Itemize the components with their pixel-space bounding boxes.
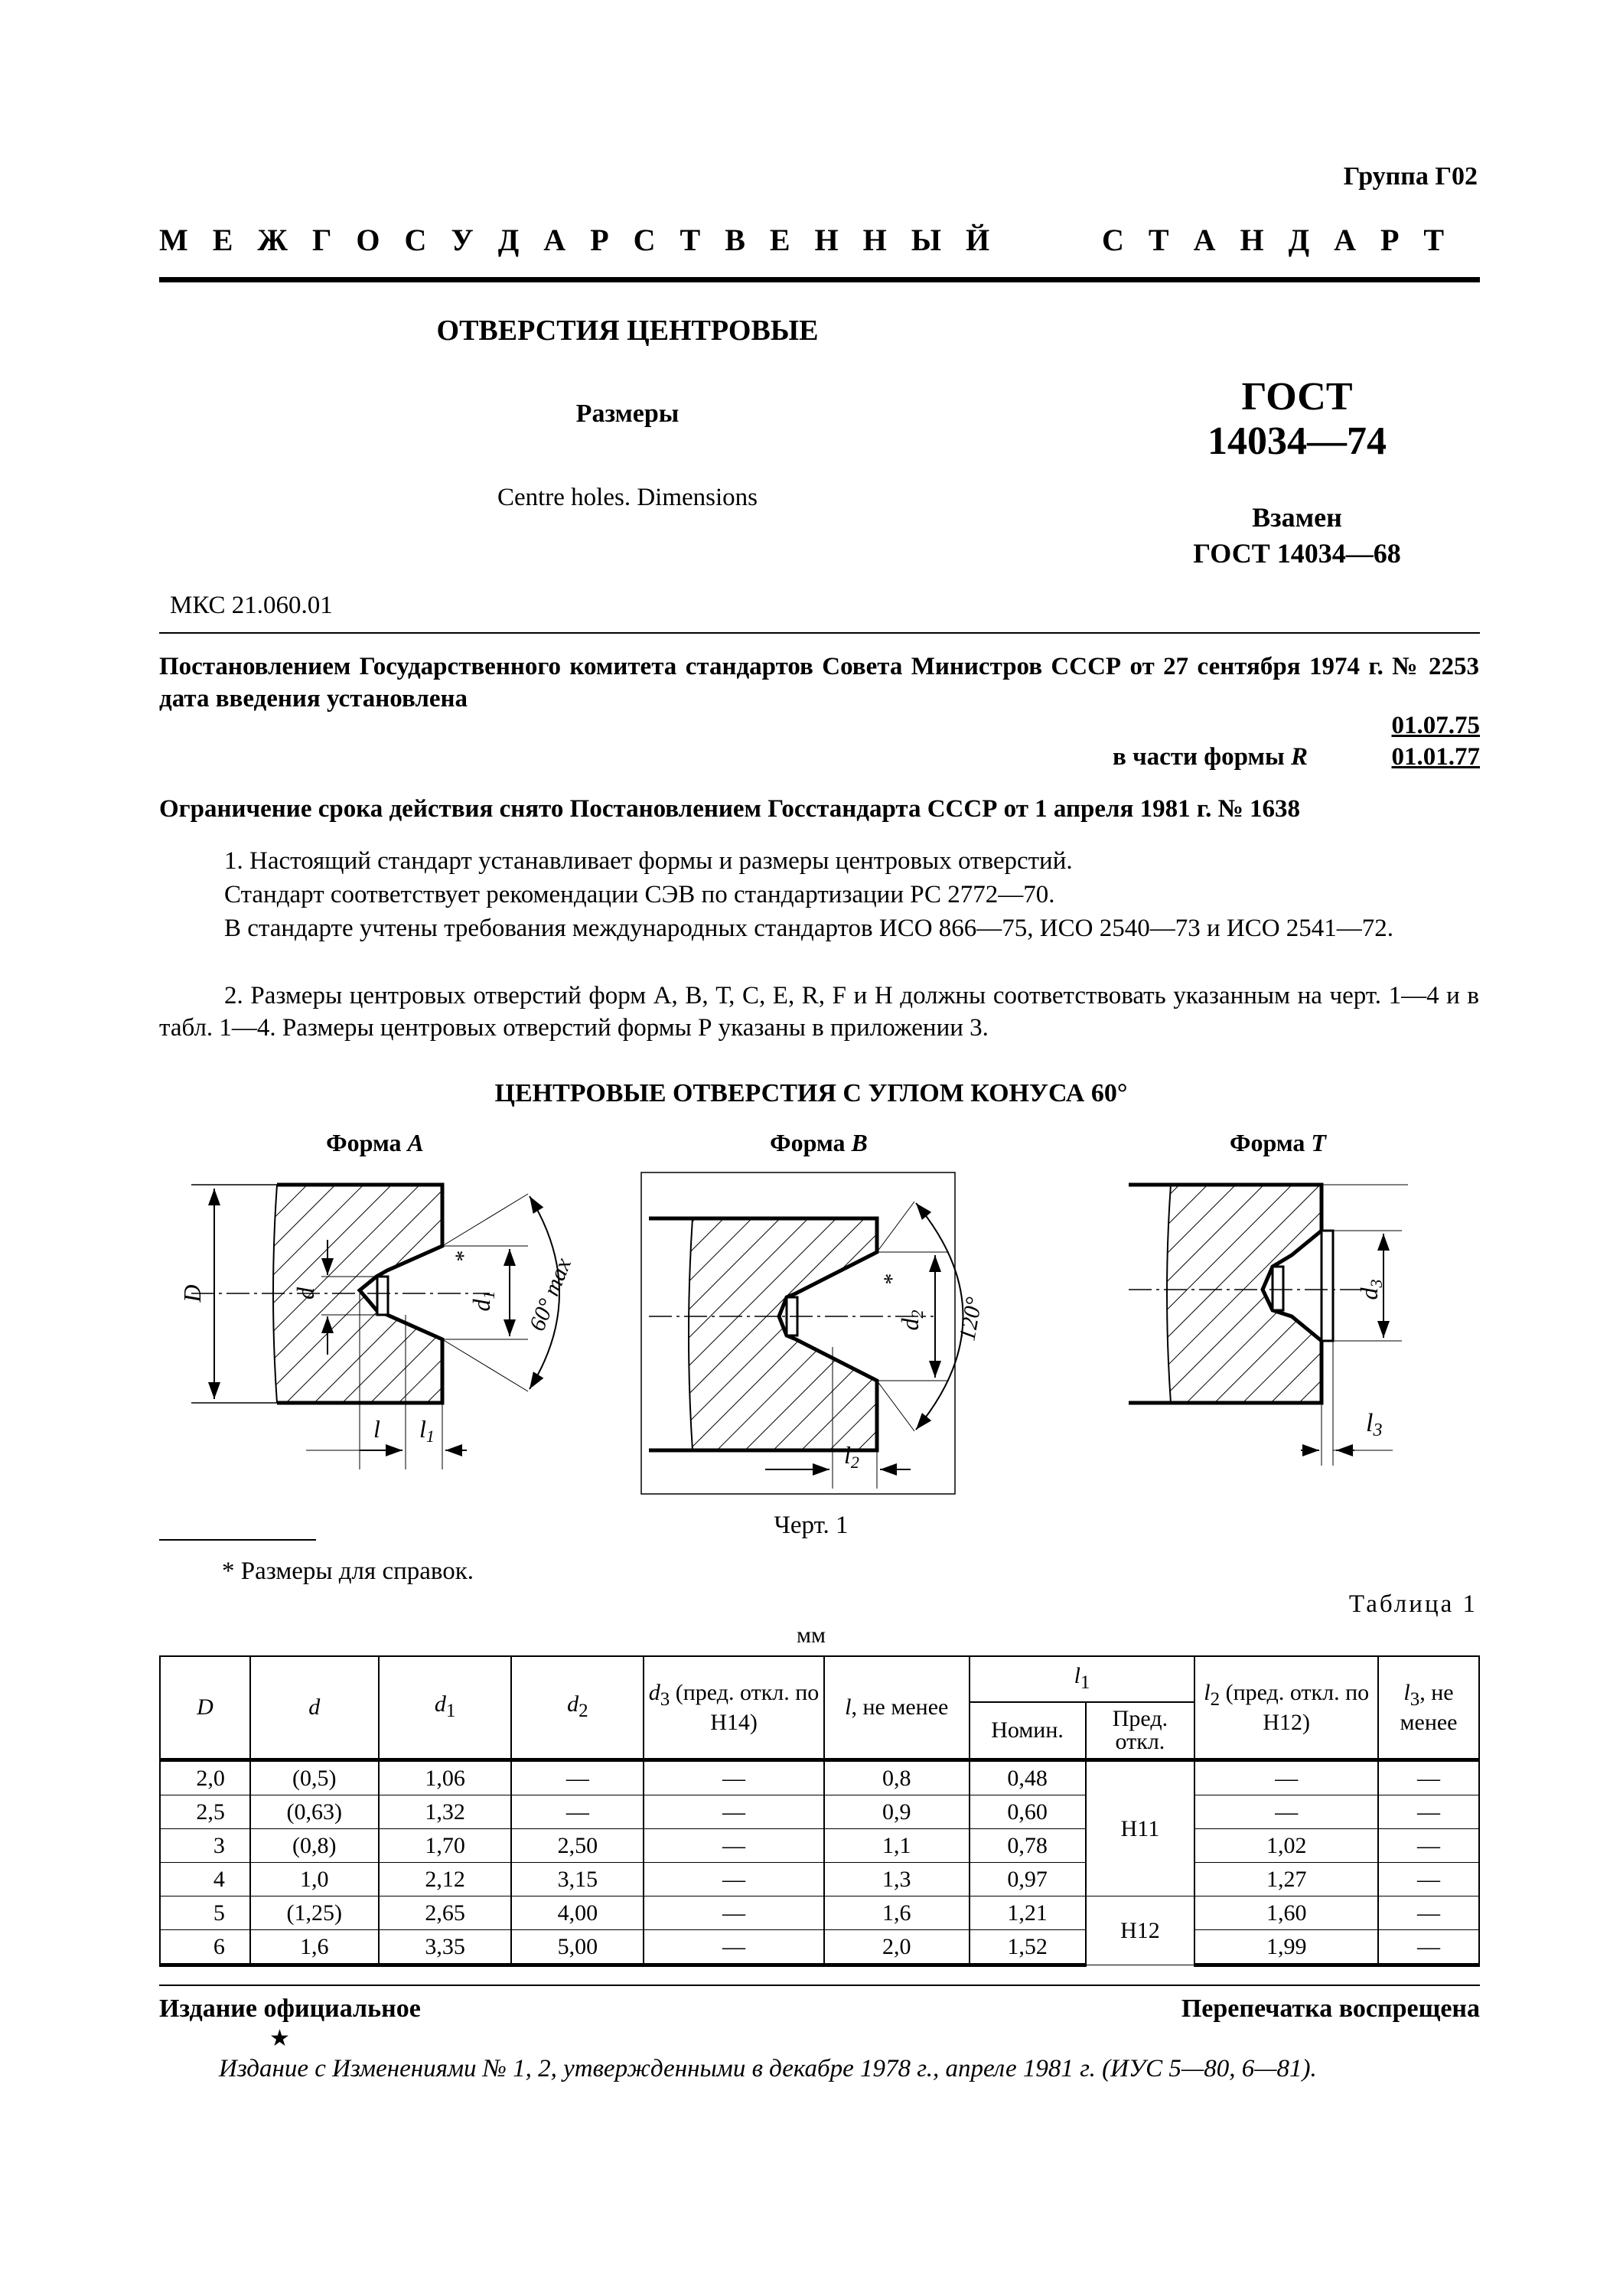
replaces-number: ГОСТ 14034—68 — [1193, 538, 1401, 569]
paragraph-1: 1. Настоящий стандарт устанавливает формы и размеры центровых отверстий. — [224, 847, 1073, 875]
tolerance-h12: Н12 — [1086, 1896, 1195, 1965]
form-r-note: в части формы R — [1113, 743, 1308, 771]
paragraph-3: В стандарте учтены требования международных стандартов ИСО 866—75, ИСО 2540—73 и ИСО 2541—72. — [224, 915, 1394, 942]
table-row: 3 (0,8) 1,70 2,50 — 1,1 0,78 1,02 — — [160, 1829, 1479, 1863]
footer-rule — [159, 1985, 1480, 1986]
label-angle-120: 120° — [954, 1295, 987, 1343]
label-d2: d2 — [896, 1309, 927, 1331]
col-D: D — [160, 1656, 250, 1760]
date-introduced: 01.07.75 — [1391, 712, 1480, 739]
label-D: D — [178, 1284, 206, 1303]
label-d: d — [292, 1287, 319, 1300]
table-row: 2,5 (0,63) 1,32 — — 0,9 0,60 — — — [160, 1795, 1479, 1829]
label-d2-star: * — [879, 1274, 904, 1286]
gost-number: 14034—74 — [1207, 419, 1387, 463]
form-b-drawing — [641, 1172, 987, 1494]
col-l2: $l_2$ (пред. откл. по Н12) — [1194, 1656, 1378, 1760]
table-1 — [159, 1655, 1480, 1967]
label-d1: d1 — [468, 1290, 498, 1312]
paragraph-2: Стандарт соответствует рекомендации СЭВ по стандартизации РС 2772—70. — [224, 881, 1055, 908]
section-title: ЦЕНТРОВЫЕ ОТВЕРСТИЯ С УГЛОМ КОНУСА 60° — [494, 1079, 1128, 1107]
label-d3: d3 — [1355, 1279, 1386, 1300]
interstate-label: М Е Ж Г О С У Д А Р С Т В Е Н Н Ы Й — [159, 223, 999, 257]
col-l1: $l_1$ — [970, 1656, 1195, 1702]
form-t-drawing — [1129, 1185, 1408, 1466]
label-d1-star: * — [451, 1251, 476, 1263]
form-a-drawing — [178, 1185, 576, 1469]
page-title: ОТВЕРСТИЯ ЦЕНТРОВЫЕ — [436, 315, 819, 347]
label-l: l — [373, 1415, 380, 1443]
tolerance-h11: Н11 — [1086, 1760, 1195, 1896]
table-row: 5 (1,25) 2,65 4,00 — 1,6 1,21 Н12 1,60 — — [160, 1896, 1479, 1930]
reprint-prohibited: Перепечатка воспрещена — [1181, 1994, 1480, 2023]
paragraph-4: 2. Размеры центровых отверстий форм А, В, Т, С, Е, R, F и Н должны соответствовать указанным на черт. 1—4 и в табл. 1—4. Размеры центровых отверстий формы Р указаны в приложении 3. — [159, 982, 1479, 1042]
figure-caption: Черт. 1 — [774, 1512, 849, 1539]
limitation-text: Ограничение срока действия снято Постановлением Госстандарта СССР от 1 апреля 1981 г. № 1638 — [159, 795, 1301, 823]
col-d3: $d_3$ (пред. откл. по Н14) — [644, 1656, 824, 1760]
table-row: 2,0 (0,5) 1,06 — — 0,8 0,48 Н11 — — — [160, 1760, 1479, 1795]
date-form-r: 01.01.77 — [1391, 743, 1480, 771]
gost-label: ГОСТ — [1241, 375, 1353, 419]
decree-text: Постановлением Государственного комитета стандартов Совета Министров СССР от 27 сентября 1974 г. № 2253 дата введения установлена — [159, 653, 1479, 713]
star-icon: ★ — [269, 2026, 290, 2051]
table-label: Таблица 1 — [1348, 1590, 1478, 1618]
table-row: 4 1,0 2,12 3,15 — 1,3 0,97 1,27 — — [160, 1863, 1479, 1896]
col-d: d — [250, 1656, 379, 1760]
label-l2: l2 — [844, 1441, 859, 1472]
form-a-title: Форма A — [326, 1129, 424, 1156]
table-row: 6 1,6 3,35 5,00 — 2,0 1,52 1,99 — — [160, 1930, 1479, 1965]
table-unit: мм — [797, 1623, 826, 1648]
standard-label: С Т А Н Д А Р Т — [1102, 223, 1453, 257]
page-subtitle: Размеры — [575, 400, 680, 428]
col-d1: $d_1$ — [379, 1656, 512, 1760]
col-l1-nomin: Номин. — [970, 1702, 1086, 1760]
footnote-rule — [159, 1539, 316, 1541]
english-title: Centre holes. Dimensions — [497, 484, 758, 511]
col-d2: $d_2$ — [511, 1656, 644, 1760]
mks-code: МКС 21.060.01 — [170, 592, 333, 619]
label-l3: l3 — [1366, 1409, 1383, 1440]
label-angle-60: 60° max — [524, 1254, 577, 1335]
official-edition: Издание официальное — [159, 1994, 421, 2023]
form-b-title: Форма B — [770, 1129, 868, 1156]
footnote: * Размеры для справок. — [222, 1557, 474, 1585]
form-t-title: Форма T — [1230, 1129, 1326, 1156]
replaces-label: Взамен — [1252, 502, 1342, 533]
col-l: l, не менее — [824, 1656, 970, 1760]
label-l1: l1 — [419, 1415, 435, 1446]
col-l3: $l_3$, не менее — [1378, 1656, 1479, 1760]
group-code: Группа Г02 — [1343, 162, 1478, 191]
edition-note: Издание с Изменениями № 1, 2, утвержденными в декабре 1978 г., апреле 1981 г. (ИУС 5—80, 6—81). — [219, 2055, 1317, 2082]
col-l1-pred: Пред. откл. — [1086, 1702, 1195, 1760]
